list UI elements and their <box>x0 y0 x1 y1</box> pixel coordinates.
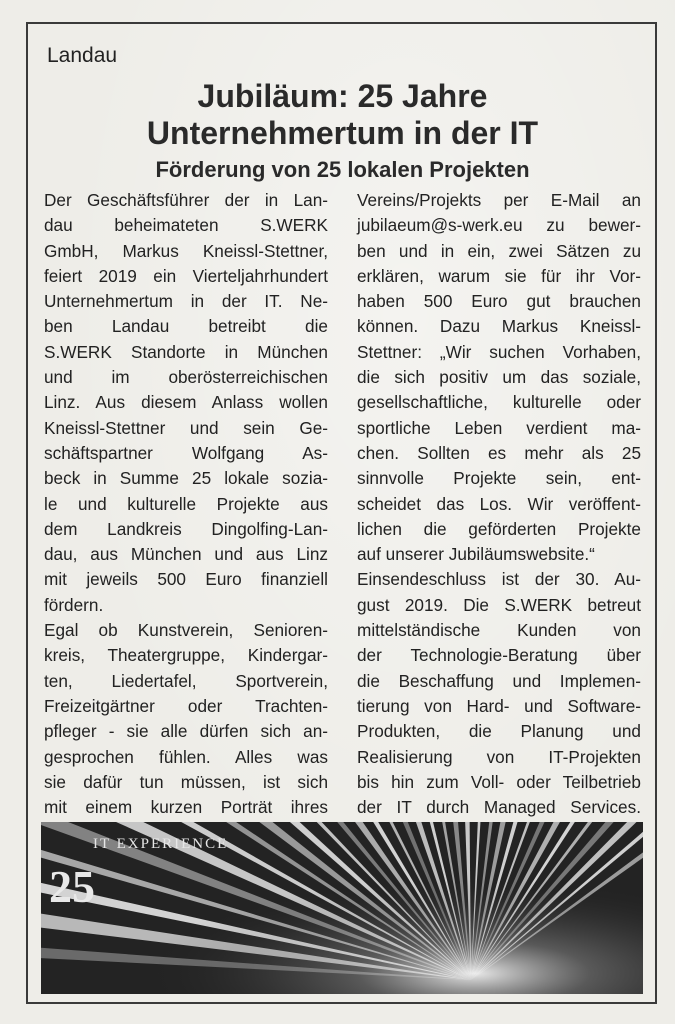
column-line: mit jeweils 500 Euro finanziell <box>44 569 328 590</box>
column-line: mittelständische Kunden von <box>357 620 641 641</box>
column-line: S.WERK Standorte in München <box>44 341 328 362</box>
column-line: dau beheimateten S.WERK <box>44 215 328 236</box>
headline-line-2: Unternehmertum in der IT <box>146 115 539 151</box>
column-line: die sich positiv um das soziale, <box>357 367 641 388</box>
column-line: Freizeitgärtner oder Trachten- <box>44 695 328 716</box>
email-text: jubilaeum@s-werk.eu zu bewer- <box>357 215 641 236</box>
column-line: Linz. Aus diesem Anlass wollen <box>44 392 328 413</box>
column-line: Kneissl-Stettner und sein Ge- <box>44 417 328 438</box>
column-line: kreis, Theatergruppe, Kindergar- <box>44 645 328 666</box>
column-line: ten, Liedertafel, Sportverein, <box>44 670 328 691</box>
column-line: die Beschaffung und Implemen- <box>357 670 641 691</box>
location-dateline: Landau <box>47 44 118 67</box>
column-line: le und kulturelle Projekte aus <box>44 493 328 514</box>
column-line: Vereins/Projekts per E-Mail an <box>357 190 641 210</box>
column-line: mit einem kurzen Porträt ihres <box>44 797 328 818</box>
column-line: können. Dazu Markus Kneissl- <box>357 316 641 337</box>
column-line: haben 500 Euro gut brauchen <box>357 291 641 312</box>
column-line: gust 2019. Die S.WERK betreut <box>357 594 641 615</box>
column-line: schäftspartner Wolfgang As- <box>44 442 328 463</box>
banner-label: IT EXPERIENCE <box>93 836 229 852</box>
column-line: dau, aus München und aus Linz <box>44 544 328 565</box>
column-line: erklären, warum sie für ihr Vor- <box>357 265 641 286</box>
column-line: pfleger - sie alle dürfen sich an- <box>44 721 328 742</box>
headline <box>30 78 655 152</box>
column-line: Egal ob Kunstverein, Senioren- <box>44 620 328 641</box>
column-line: sinnvolle Projekte sein, ent- <box>357 468 641 489</box>
column-line: ben Landau betreibt die <box>44 316 328 337</box>
column-line: GmbH, Markus Kneissl-Stettner, <box>44 240 328 261</box>
column-line: Produkten, die Planung und <box>357 721 641 742</box>
column-line: auf unserer Jubiläumswebsite.“ <box>357 544 595 565</box>
column-line: beck in Summe 25 lokale sozia- <box>44 468 328 489</box>
it-experience-banner <box>41 822 643 994</box>
column-line: feiert 2019 ein Vierteljahrhundert <box>44 265 328 286</box>
column-line: der Technologie-Beratung über <box>357 645 641 666</box>
column-line: bis hin zum Voll- oder Teilbetrieb <box>357 771 641 792</box>
column-line: der IT durch Managed Services. <box>357 797 641 818</box>
column-line: Einsendeschluss ist der 30. Au- <box>357 569 641 590</box>
column-line: Der Geschäftsführer der in Lan- <box>44 190 328 210</box>
column-line: und im oberösterreichischen <box>44 367 328 388</box>
column-line: dem Landkreis Dingolfing-Lan- <box>44 518 328 539</box>
article-column-left <box>44 188 328 820</box>
article-column-right <box>357 188 641 820</box>
light-rays-graphic <box>41 822 643 994</box>
column-line: scheidet das Los. Wir veröffent- <box>357 493 641 514</box>
column-line: sie dafür tun müssen, ist sich <box>44 771 328 792</box>
column-line: Stettner: „Wir suchen Vorhaben, <box>357 341 641 362</box>
subheadline: Förderung von 25 lokalen Projekten <box>155 157 530 182</box>
column-line: Realisierung von IT-Projekten <box>357 746 641 767</box>
column-line: tierung von Hard- und Software- <box>357 695 641 716</box>
column-line: gesprochen fühlen. Alles was <box>44 746 328 767</box>
column-line: Unternehmertum in der IT. Ne- <box>44 291 328 312</box>
column-line: fördern. <box>44 594 104 615</box>
banner-number: 25 <box>49 861 95 912</box>
column-line: ben und in ein, zwei Sätzen zu <box>357 240 641 261</box>
column-line: lichen die geförderten Projekte <box>357 518 641 539</box>
column-line: chen. Sollten es mehr als 25 <box>357 442 641 463</box>
column-line: gesellschaftliche, kulturelle oder <box>357 392 641 413</box>
column-line: sportliche Leben verdient ma- <box>357 417 641 438</box>
headline-line-1: Jubiläum: 25 Jahre <box>197 78 488 114</box>
